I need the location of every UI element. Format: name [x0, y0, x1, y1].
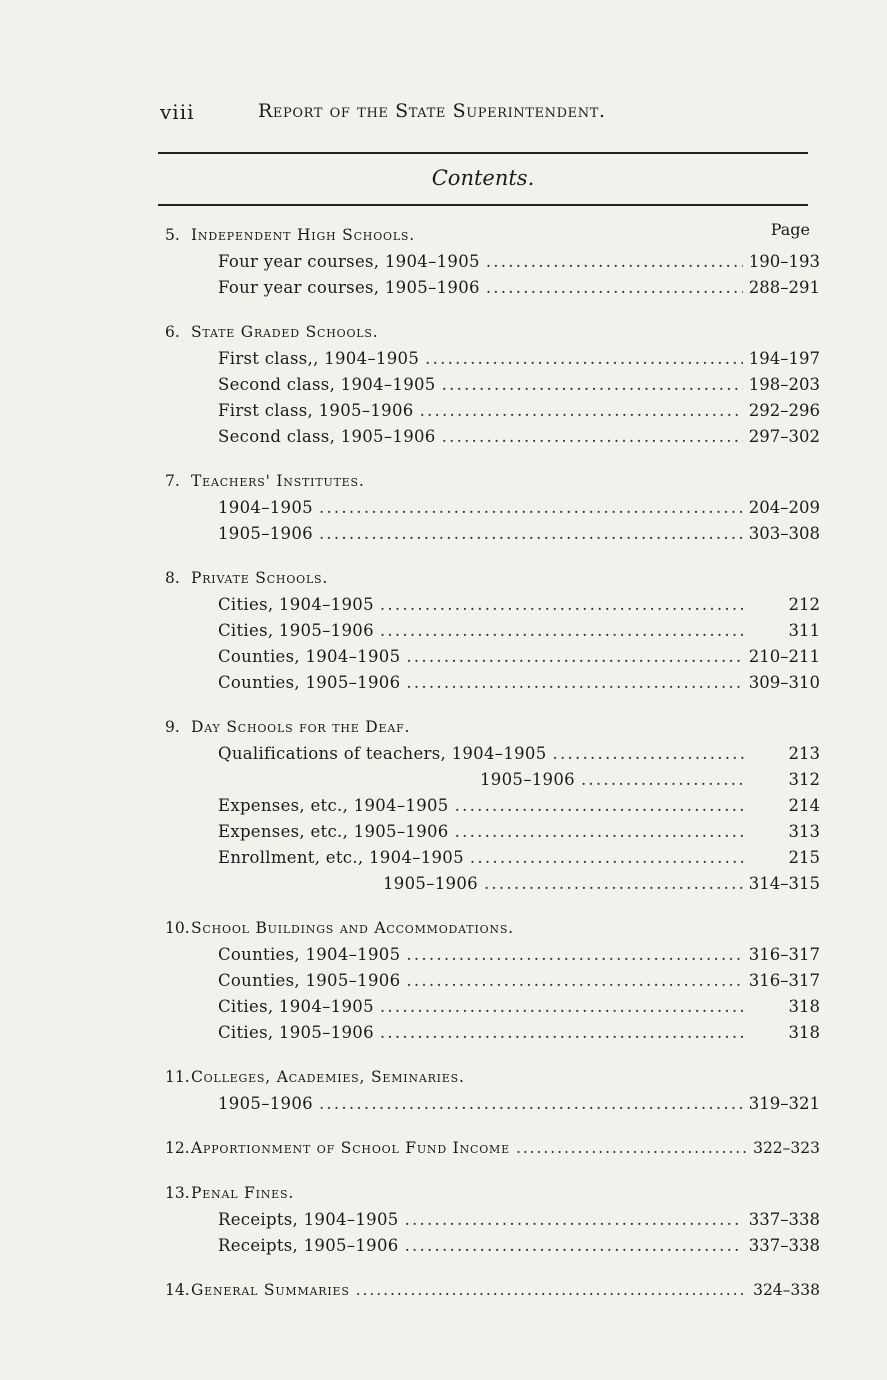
- section-number: 8.: [165, 569, 180, 587]
- toc-section: [165, 919, 820, 1049]
- toc-entry: [165, 1236, 820, 1262]
- toc-section: [165, 472, 820, 550]
- toc-entry: [165, 945, 820, 971]
- leader-dots: [516, 1139, 746, 1157]
- toc-entry: [165, 621, 820, 647]
- leader-dots: [406, 945, 742, 964]
- leader-dots: [470, 848, 746, 867]
- entry-label: 1904–1905: [218, 498, 313, 517]
- toc-section-heading: [165, 718, 820, 744]
- toc-section: [165, 569, 820, 699]
- page-range: 318: [788, 1023, 820, 1042]
- page-range: 337–338: [748, 1236, 820, 1255]
- entry-label: First class,, 1904–1905: [218, 349, 420, 368]
- section-title: General Summaries: [191, 1281, 350, 1299]
- leader-dots: [442, 427, 743, 446]
- leader-dots: [356, 1281, 746, 1299]
- section-title: Colleges, Academies, Seminaries.: [191, 1068, 465, 1086]
- entry-label: Cities, 1904–1905: [218, 997, 374, 1016]
- header-rule-bottom: [158, 204, 808, 206]
- page-range: 337–338: [748, 1210, 820, 1229]
- leader-dots: [406, 647, 742, 666]
- page-range: 316–317: [748, 971, 820, 990]
- entry-label: Receipts, 1905–1906: [218, 1236, 399, 1255]
- section-number: 14.: [165, 1281, 190, 1299]
- toc-section-heading: [165, 226, 820, 252]
- toc-entry: [165, 1023, 820, 1049]
- page-range: 316–317: [748, 945, 820, 964]
- toc-entry: [165, 252, 820, 278]
- leader-dots: [486, 252, 743, 271]
- toc-entry: [165, 427, 820, 453]
- table-of-contents: [165, 226, 820, 1326]
- section-number: 12.: [165, 1139, 190, 1157]
- page-range: 314–315: [748, 874, 820, 893]
- entry-label: 1905–1906: [218, 1094, 313, 1113]
- page-range: 190–193: [748, 252, 820, 271]
- toc-entry: [165, 498, 820, 524]
- page-range: 303–308: [748, 524, 820, 543]
- page-range: 318: [788, 997, 820, 1016]
- page-range: 322–323: [753, 1139, 820, 1157]
- toc-section-heading: [165, 1068, 820, 1094]
- toc-entry: [165, 278, 820, 304]
- entry-label: Second class, 1905–1906: [218, 427, 436, 446]
- toc-section: [165, 1184, 820, 1262]
- leader-dots: [484, 874, 743, 893]
- toc-entry: [165, 874, 820, 900]
- entry-label: Four year courses, 1904–1905: [218, 252, 480, 271]
- section-title: Teachers' Institutes.: [191, 472, 365, 490]
- section-number: 13.: [165, 1184, 190, 1202]
- toc-entry: [165, 997, 820, 1023]
- leader-dots: [380, 997, 746, 1016]
- section-number: 7.: [165, 472, 180, 490]
- toc-section-heading: [165, 1139, 820, 1165]
- entry-label: Cities, 1904–1905: [218, 595, 374, 614]
- entry-label: Second class, 1904–1905: [218, 375, 436, 394]
- page-range: 309–310: [748, 673, 820, 692]
- leader-dots: [406, 673, 742, 692]
- toc-entry: [165, 1094, 820, 1120]
- leader-dots: [380, 595, 746, 614]
- section-title: Private Schools.: [191, 569, 329, 587]
- toc-entry: [165, 647, 820, 673]
- toc-entry: [165, 971, 820, 997]
- leader-dots: [319, 1094, 743, 1113]
- page-range: 313: [788, 822, 820, 841]
- page-range: 324–338: [753, 1281, 820, 1299]
- toc-entry: [165, 848, 820, 874]
- toc-section-heading: [165, 1281, 820, 1307]
- leader-dots: [455, 822, 746, 841]
- running-title: Report of the State Superintendent.: [258, 100, 606, 122]
- toc-section-heading: [165, 1184, 820, 1210]
- section-number: 11.: [165, 1068, 190, 1086]
- page-range: 204–209: [748, 498, 820, 517]
- toc-entry: [165, 349, 820, 375]
- entry-label: Qualifications of teachers, 1904–1905: [218, 744, 547, 763]
- leader-dots: [455, 796, 746, 815]
- entry-label: Four year courses, 1905–1906: [218, 278, 480, 297]
- leader-dots: [406, 971, 742, 990]
- leader-dots: [553, 744, 746, 763]
- page-range: 210–211: [748, 647, 820, 666]
- leader-dots: [380, 621, 746, 640]
- section-number: 5.: [165, 226, 180, 244]
- entry-label: Cities, 1905–1906: [218, 1023, 374, 1042]
- leader-dots: [319, 498, 743, 517]
- section-number: 6.: [165, 323, 180, 341]
- toc-entry: [165, 673, 820, 699]
- page-range: 288–291: [748, 278, 820, 297]
- entry-label: Cities, 1905–1906: [218, 621, 374, 640]
- toc-section-heading: [165, 323, 820, 349]
- section-title: Independent High Schools.: [191, 226, 415, 244]
- toc-entry: [165, 796, 820, 822]
- entry-label: Counties, 1904–1905: [218, 945, 401, 964]
- leader-dots: [581, 770, 746, 789]
- toc-section: [165, 323, 820, 453]
- page-range: 292–296: [748, 401, 820, 420]
- page-range: 212: [788, 595, 820, 614]
- page-range: 198–203: [748, 375, 820, 394]
- entry-label: Counties, 1905–1906: [218, 673, 401, 692]
- toc-entry: [165, 524, 820, 550]
- page-number: viii: [160, 100, 195, 124]
- entry-label: Counties, 1905–1906: [218, 971, 401, 990]
- entry-label: 1905–1906: [480, 770, 575, 789]
- entry-label: First class, 1905–1906: [218, 401, 414, 420]
- section-title: Day Schools for the Deaf.: [191, 718, 411, 736]
- page-range: 311: [788, 621, 820, 640]
- leader-dots: [405, 1210, 743, 1229]
- section-title: Apportionment of School Fund Income: [191, 1139, 510, 1157]
- header-rule-top: [158, 152, 808, 154]
- contents-heading: Contents.: [431, 166, 535, 190]
- toc-entry: [165, 401, 820, 427]
- page-range: 194–197: [748, 349, 820, 368]
- toc-section-heading: [165, 919, 820, 945]
- entry-label: 1905–1906: [218, 524, 313, 543]
- section-title: State Graded Schools.: [191, 323, 379, 341]
- toc-section: [165, 226, 820, 304]
- entry-label: 1905–1906: [383, 874, 478, 893]
- entry-label: Expenses, etc., 1905–1906: [218, 822, 449, 841]
- section-number: 10.: [165, 919, 190, 937]
- leader-dots: [319, 524, 743, 543]
- leader-dots: [405, 1236, 743, 1255]
- page-range: 214: [788, 796, 820, 815]
- toc-entry: [165, 744, 820, 770]
- entry-label: Expenses, etc., 1904–1905: [218, 796, 449, 815]
- leader-dots: [442, 375, 743, 394]
- entry-label: Enrollment, etc., 1904–1905: [218, 848, 464, 867]
- entry-label: Receipts, 1904–1905: [218, 1210, 399, 1229]
- page-range: 297–302: [748, 427, 820, 446]
- page-column-label: Page: [770, 220, 810, 239]
- toc-entry: [165, 595, 820, 621]
- page-range: 319–321: [748, 1094, 820, 1113]
- leader-dots: [486, 278, 743, 297]
- toc-section: [165, 1281, 820, 1307]
- leader-dots: [420, 401, 743, 420]
- page-range: 215: [788, 848, 820, 867]
- leader-dots: [380, 1023, 746, 1042]
- toc-section: [165, 718, 820, 900]
- page-range: 213: [788, 744, 820, 763]
- toc-section-heading: [165, 472, 820, 498]
- entry-label: Counties, 1904–1905: [218, 647, 401, 666]
- section-title: Penal Fines.: [191, 1184, 295, 1202]
- toc-section-heading: [165, 569, 820, 595]
- page-range: 312: [788, 770, 820, 789]
- section-number: 9.: [165, 718, 180, 736]
- leader-dots: [425, 349, 743, 368]
- toc-section: [165, 1139, 820, 1165]
- toc-entry: [165, 1210, 820, 1236]
- section-title: School Buildings and Accommodations.: [191, 919, 514, 937]
- toc-section: [165, 1068, 820, 1120]
- toc-entry: [165, 375, 820, 401]
- toc-entry: [165, 822, 820, 848]
- toc-entry: [165, 770, 820, 796]
